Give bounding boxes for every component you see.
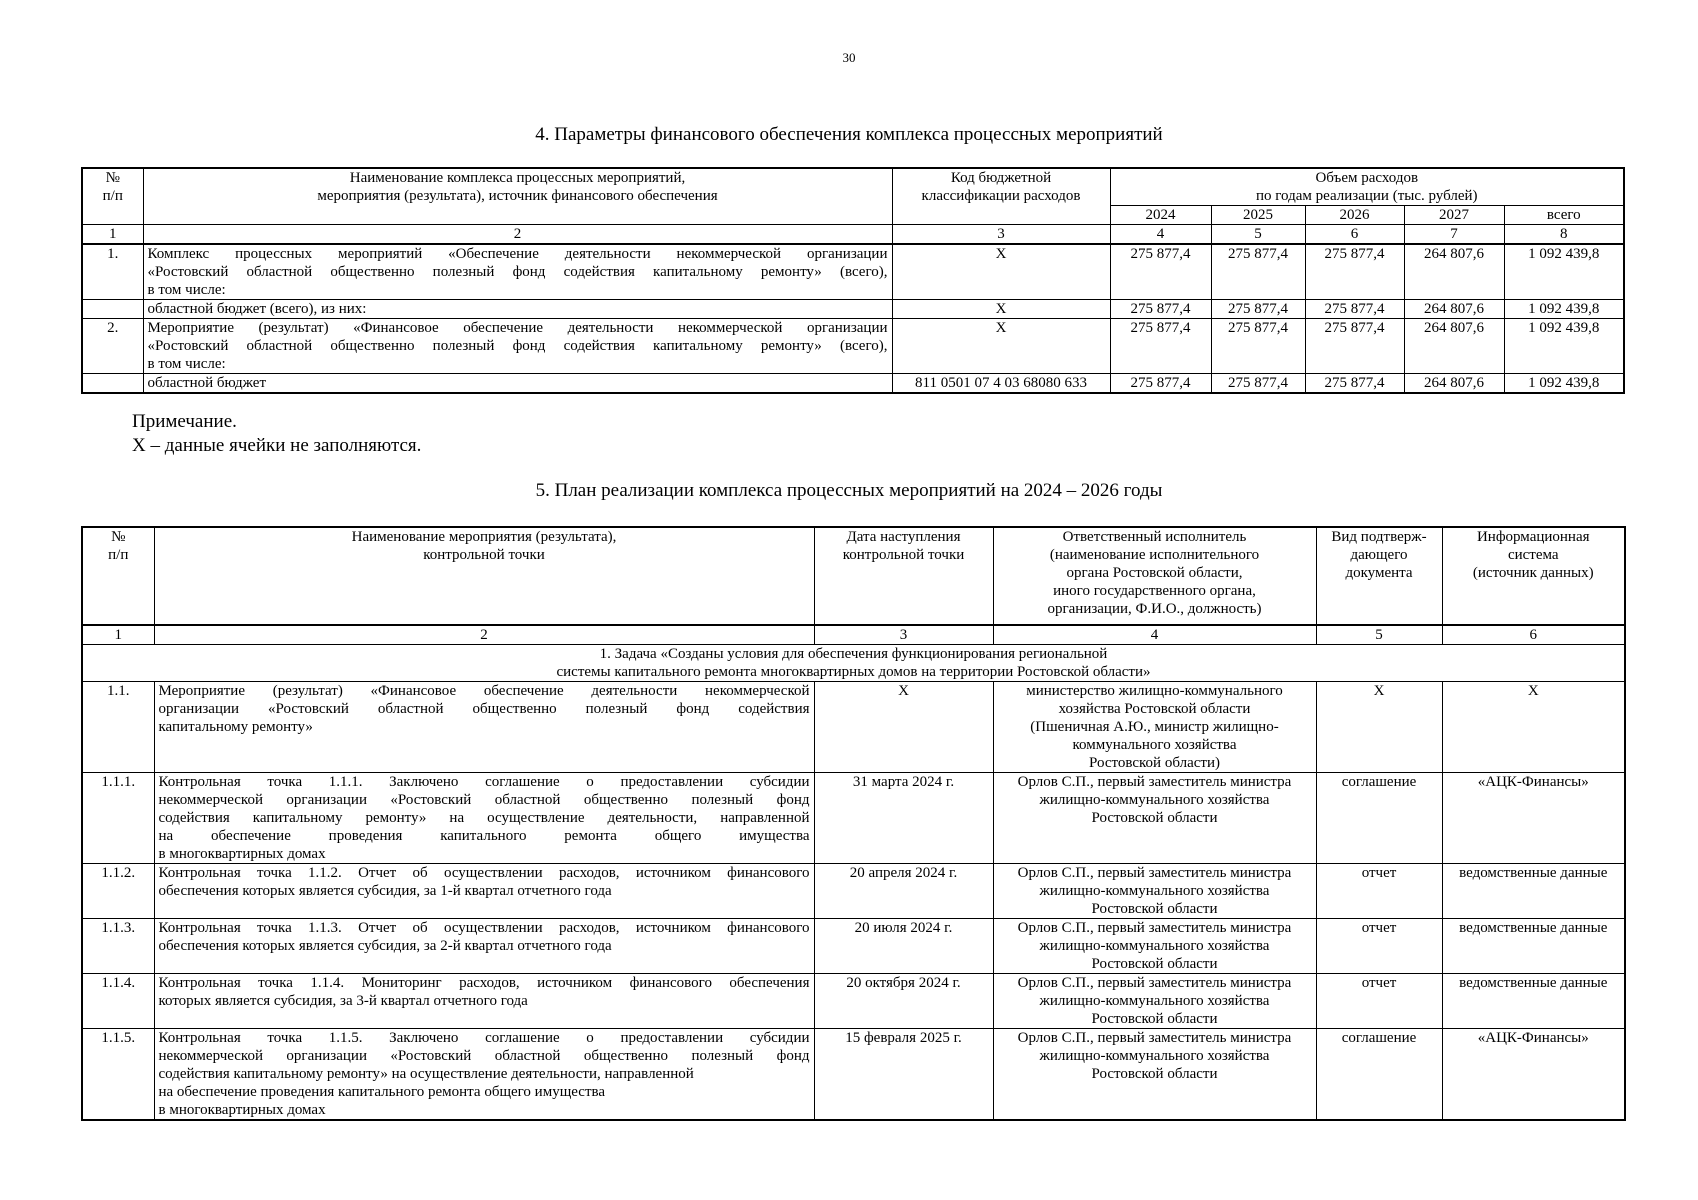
row-value-2026: 275 877,4 — [1305, 374, 1404, 394]
row-document: соглашение — [1316, 1029, 1442, 1121]
row-name: Контрольная точка 1.1.3. Отчет об осуществлении расходов, источником финансового обеспечения которых является субсидия, за 2-й квартал отчетного года — [154, 919, 814, 974]
row-no: 1.1.1. — [82, 773, 154, 864]
note-title: Примечание. — [132, 411, 237, 432]
row-document: соглашение — [1316, 773, 1442, 864]
row-name: Контрольная точка 1.1.5. Заключено соглашение о предоставлении субсидии некоммерческой организации «Ростовский областной общественно полезный фонд содействия капитальному ремонту» на осуществление деятельности, направленной на обеспечение проведения капитального ремонта общего имущества в многоквартирных домах — [154, 1029, 814, 1121]
row-date: 31 марта 2024 г. — [814, 773, 993, 864]
row-code: X — [892, 244, 1110, 300]
financing-colnum-row — [82, 225, 1624, 245]
row-value-2027: 264 807,6 — [1404, 244, 1504, 300]
row-document: X — [1316, 682, 1442, 773]
col-number: 7 — [1404, 225, 1504, 245]
row-value-total: 1 092 439,8 — [1504, 319, 1624, 374]
col-number: 2 — [143, 225, 892, 245]
row-responsible: Орлов С.П., первый заместитель министра жилищно-коммунального хозяйства Ростовской области — [993, 773, 1316, 864]
row-document: отчет — [1316, 864, 1442, 919]
row-date: 15 февраля 2025 г. — [814, 1029, 993, 1121]
row-responsible: Орлов С.П., первый заместитель министра жилищно-коммунального хозяйства Ростовской области — [993, 1029, 1316, 1121]
row-system: X — [1442, 682, 1625, 773]
row-value-2026: 275 877,4 — [1305, 300, 1404, 319]
row-document: отчет — [1316, 974, 1442, 1029]
financing-header-row — [82, 168, 1624, 206]
row-no — [82, 374, 143, 394]
header-responsible: Ответственный исполнитель (наименование исполнительного органа Ростовской области, иного государственного органа, организации, Ф.И.О., должность) — [993, 527, 1316, 625]
table-row — [82, 974, 1625, 1029]
row-value-2024: 275 877,4 — [1110, 374, 1211, 394]
row-system: ведомственные данные — [1442, 864, 1625, 919]
col-number: 1 — [82, 625, 154, 645]
section5-title: 5. План реализации комплекса процессных мероприятий на 2024 – 2026 годы — [535, 480, 1163, 501]
year-2025: 2025 — [1211, 206, 1305, 225]
row-no: 1. — [82, 244, 143, 300]
row-no — [82, 300, 143, 319]
col-number: 6 — [1305, 225, 1404, 245]
row-value-2024: 275 877,4 — [1110, 300, 1211, 319]
row-name: Мероприятие (результат) «Финансовое обеспечение деятельности некоммерческой организации «Ростовский областной общественно полезный фонд содействия капитальному ремонту» (всего), в том числе: — [143, 319, 892, 374]
row-date: X — [814, 682, 993, 773]
row-value-2026: 275 877,4 — [1305, 244, 1404, 300]
row-value-2027: 264 807,6 — [1404, 300, 1504, 319]
col-number: 2 — [154, 625, 814, 645]
page-number: 30 — [842, 50, 856, 65]
col-number: 3 — [814, 625, 993, 645]
row-value-2024: 275 877,4 — [1110, 319, 1211, 374]
task-heading: 1. Задача «Созданы условия для обеспечения функционирования региональной системы капитального ремонта многоквартирных домов на территории Ростовской области» — [82, 645, 1625, 682]
row-date: 20 апреля 2024 г. — [814, 864, 993, 919]
row-responsible: Орлов С.П., первый заместитель министра жилищно-коммунального хозяйства Ростовской области — [993, 919, 1316, 974]
row-name: Комплекс процессных мероприятий «Обеспечение деятельности некоммерческой организации «Ростовский областной общественно полезный фонд содействия капитальному ремонту» (всего), в том числе: — [143, 244, 892, 300]
row-value-2027: 264 807,6 — [1404, 319, 1504, 374]
table-row — [82, 864, 1625, 919]
row-code: X — [892, 319, 1110, 374]
row-no: 1.1.2. — [82, 864, 154, 919]
col-number: 8 — [1504, 225, 1624, 245]
col-number: 5 — [1316, 625, 1442, 645]
row-value-2026: 275 877,4 — [1305, 319, 1404, 374]
row-value-2025: 275 877,4 — [1211, 374, 1305, 394]
row-value-2027: 264 807,6 — [1404, 374, 1504, 394]
row-no: 1.1. — [82, 682, 154, 773]
col-number: 4 — [993, 625, 1316, 645]
row-no: 1.1.4. — [82, 974, 154, 1029]
row-no: 1.1.5. — [82, 1029, 154, 1121]
row-responsible: Орлов С.П., первый заместитель министра жилищно-коммунального хозяйства Ростовской области — [993, 864, 1316, 919]
header-date: Дата наступления контрольной точки — [814, 527, 993, 625]
row-system: ведомственные данные — [1442, 919, 1625, 974]
header-name: Наименование комплекса процессных мероприятий, мероприятия (результата), источник финансового обеспечения — [143, 168, 892, 225]
row-system: ведомственные данные — [1442, 974, 1625, 1029]
row-value-total: 1 092 439,8 — [1504, 244, 1624, 300]
row-name: областной бюджет (всего), из них: — [143, 300, 892, 319]
row-name: Контрольная точка 1.1.1. Заключено соглашение о предоставлении субсидии некоммерческой организации «Ростовский областной общественно полезный фонд содействия капитальному ремонту» на осуществление деятельности, направленной на обеспечение проведения капитального ремонта общего имущества в многоквартирных домах — [154, 773, 814, 864]
table-row — [82, 300, 1624, 319]
section4-title: 4. Параметры финансового обеспечения комплекса процессных мероприятий — [535, 124, 1163, 145]
header-no: № п/п — [82, 168, 143, 225]
row-name: Мероприятие (результат) «Финансовое обеспечение деятельности некоммерческой организации «Ростовский областной общественно полезный фонд содействия капитальному ремонту» — [154, 682, 814, 773]
row-value-2025: 275 877,4 — [1211, 300, 1305, 319]
year-2026: 2026 — [1305, 206, 1404, 225]
row-system: «АЦК-Финансы» — [1442, 1029, 1625, 1121]
row-name: Контрольная точка 1.1.4. Мониторинг расходов, источником финансового обеспечения которых является субсидия, за 3-й квартал отчетного года — [154, 974, 814, 1029]
year-total: всего — [1504, 206, 1624, 225]
col-number: 6 — [1442, 625, 1625, 645]
table-row — [82, 1029, 1625, 1121]
row-responsible: Орлов С.П., первый заместитель министра жилищно-коммунального хозяйства Ростовской области — [993, 974, 1316, 1029]
table-row — [82, 374, 1624, 394]
plan-colnum-row — [82, 625, 1625, 645]
row-code: 811 0501 07 4 03 68080 633 — [892, 374, 1110, 394]
header-no: № п/п — [82, 527, 154, 625]
table-row — [82, 919, 1625, 974]
table-row — [82, 244, 1624, 300]
row-date: 20 июля 2024 г. — [814, 919, 993, 974]
row-name: областной бюджет — [143, 374, 892, 394]
col-number: 5 — [1211, 225, 1305, 245]
row-name: Контрольная точка 1.1.2. Отчет об осуществлении расходов, источником финансового обеспечения которых является субсидия, за 1-й квартал отчетного года — [154, 864, 814, 919]
header-code: Код бюджетной классификации расходов — [892, 168, 1110, 225]
task-row — [82, 645, 1625, 682]
row-responsible: министерство жилищно-коммунального хозяйства Ростовской области (Пшеничная А.Ю., министр жилищно- коммунального хозяйства Ростовской области) — [993, 682, 1316, 773]
col-number: 4 — [1110, 225, 1211, 245]
row-system: «АЦК-Финансы» — [1442, 773, 1625, 864]
plan-table — [81, 526, 1626, 1121]
row-value-2024: 275 877,4 — [1110, 244, 1211, 300]
financing-table — [81, 167, 1625, 394]
note-text: X – данные ячейки не заполняются. — [132, 435, 422, 456]
table-row — [82, 319, 1624, 374]
year-2027: 2027 — [1404, 206, 1504, 225]
header-name: Наименование мероприятия (результата), контрольной точки — [154, 527, 814, 625]
year-2024: 2024 — [1110, 206, 1211, 225]
table-row — [82, 682, 1625, 773]
row-no: 1.1.3. — [82, 919, 154, 974]
row-value-total: 1 092 439,8 — [1504, 374, 1624, 394]
row-no: 2. — [82, 319, 143, 374]
row-code: X — [892, 300, 1110, 319]
row-value-total: 1 092 439,8 — [1504, 300, 1624, 319]
row-value-2025: 275 877,4 — [1211, 244, 1305, 300]
row-value-2025: 275 877,4 — [1211, 319, 1305, 374]
col-number: 1 — [82, 225, 143, 245]
header-system: Информационная система (источник данных) — [1442, 527, 1625, 625]
header-document: Вид подтверж- дающего документа — [1316, 527, 1442, 625]
table-row — [82, 773, 1625, 864]
col-number: 3 — [892, 225, 1110, 245]
header-volume: Объем расходов по годам реализации (тыс. рублей) — [1110, 168, 1624, 206]
plan-header-row — [82, 527, 1625, 625]
row-date: 20 октября 2024 г. — [814, 974, 993, 1029]
row-document: отчет — [1316, 919, 1442, 974]
